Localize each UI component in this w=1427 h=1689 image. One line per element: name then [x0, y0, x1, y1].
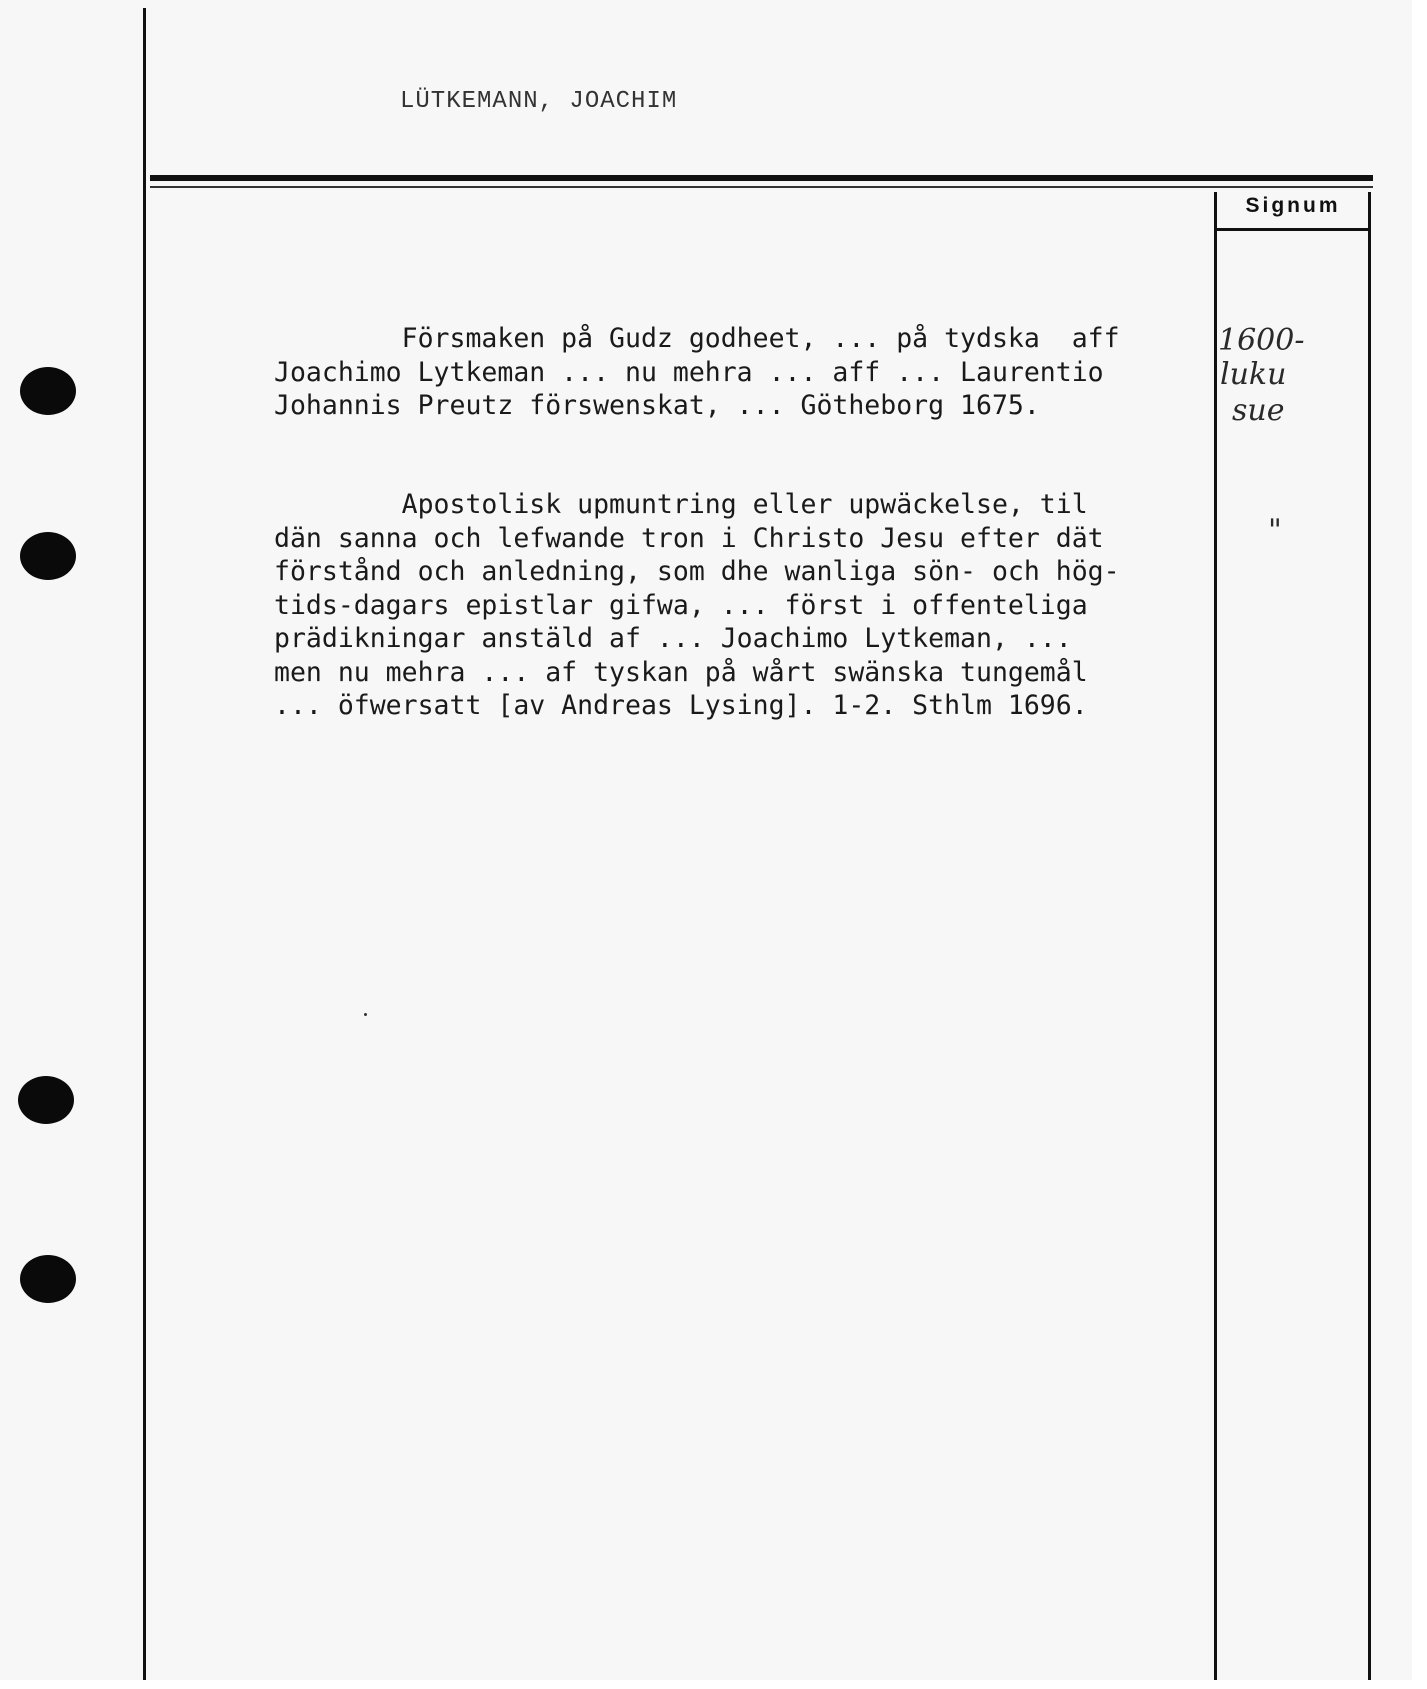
punch-hole: [20, 1255, 76, 1303]
header-rule-thin: [150, 186, 1373, 188]
signum-column-right-border: [1368, 192, 1371, 1680]
punch-hole: [20, 532, 76, 580]
signum-entry-2-ditto: ": [1268, 513, 1282, 548]
paper-speck: [364, 1013, 367, 1016]
signum-header-rule: [1214, 228, 1371, 231]
header-rule-thick: [150, 175, 1373, 181]
signum-entry-1-line-1: 1600-: [1218, 323, 1305, 358]
signum-entry-1-line-3: sue: [1232, 393, 1285, 428]
signum-column-left-border: [1214, 192, 1217, 1680]
punch-hole: [20, 367, 76, 415]
signum-column-header: Signum: [1245, 194, 1341, 217]
signum-entry-1-line-2: luku: [1220, 357, 1287, 392]
left-margin-line: [143, 8, 146, 1680]
bibliographic-entry-2: Apostolisk upmuntring eller upwäckelse, til dän sanna och lefwande tron i Christo Jesu efter dät förstånd och anledning, som dhe wanliga sön- och hög- tids-dagars epistlar gifwa, ... först i offenteliga prädikningar anstäld af ... Joachimo Lytkeman, ... men nu mehra ... af tyskan på wårt swänska tungemål ... öfwersatt [av Andreas Lysing]. 1-2. Sthlm 1696.: [274, 489, 1120, 721]
card-heading: LÜTKEMANN, JOACHIM: [400, 88, 678, 115]
bibliographic-entry-1: Försmaken på Gudz godheet, ... på tydska aff Joachimo Lytkeman ... nu mehra ... aff ... Laurentio Johannis Preutz förswenskat, ... Götheborg 1675.: [274, 323, 1120, 421]
punch-hole: [18, 1076, 74, 1124]
